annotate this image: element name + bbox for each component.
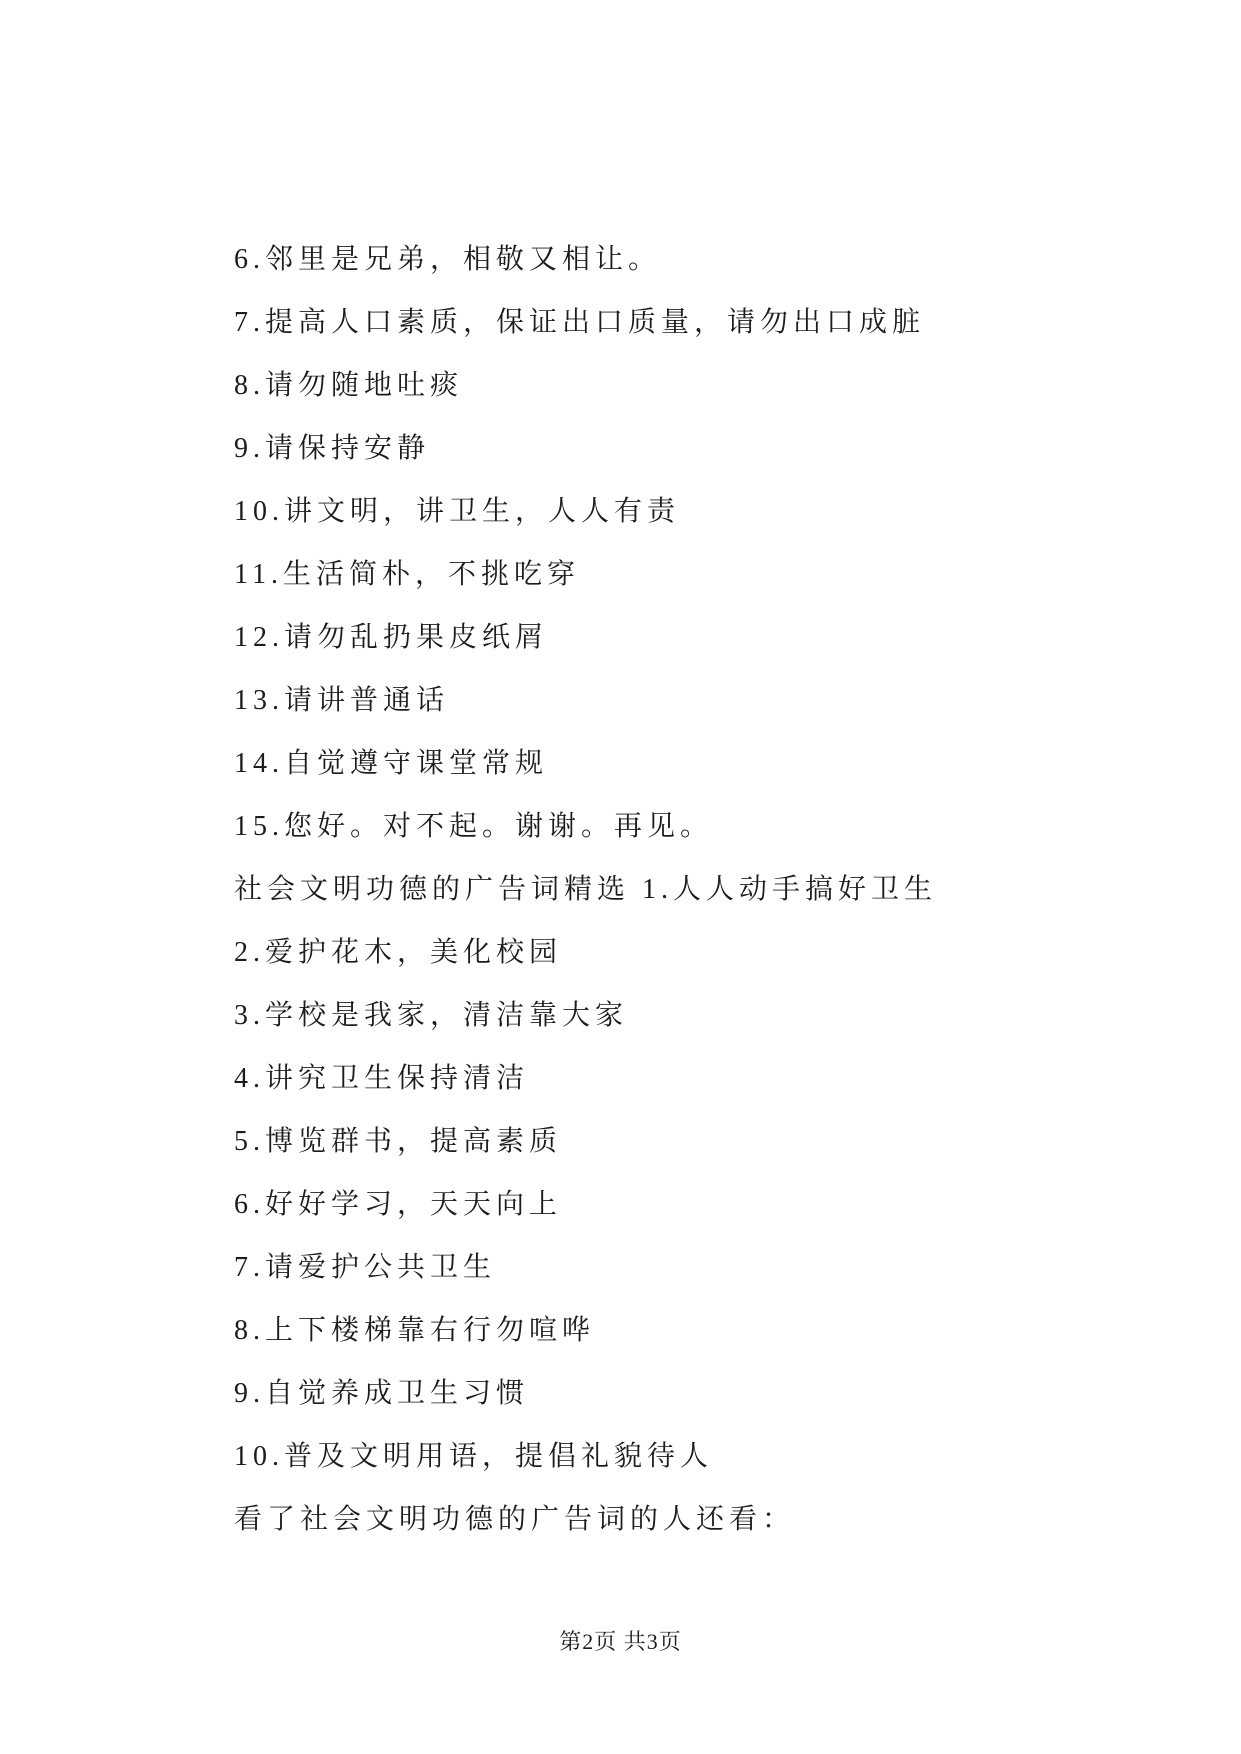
- slogan-line: 2.爱护花木，美化校园: [234, 937, 563, 968]
- document-body: [234, 228, 1134, 1551]
- slogan-line: 6.邻里是兄弟，相敬又相让。: [234, 244, 662, 275]
- slogan-line: 5.博览群书，提高素质: [234, 1126, 563, 1157]
- slogan-line: 3.学校是我家，清洁靠大家: [234, 1000, 629, 1031]
- page-footer: [0, 1627, 1241, 1657]
- slogan-line: 12.请勿乱扔果皮纸屑: [234, 622, 549, 653]
- section-heading-line: 社会文明功德的广告词精选 1.人人动手搞好卫生: [234, 874, 938, 905]
- slogan-line: 14.自觉遵守课堂常规: [234, 748, 549, 779]
- slogan-line: 7.请爱护公共卫生: [234, 1252, 497, 1283]
- page-number-label: 第2页 共3页: [559, 1629, 682, 1654]
- slogan-line: 10.讲文明，讲卫生，人人有责: [234, 496, 681, 527]
- slogan-line: 8.请勿随地吐痰: [234, 370, 464, 401]
- slogan-line: 13.请讲普通话: [234, 685, 450, 716]
- slogan-line: 10.普及文明用语，提倡礼貌待人: [234, 1441, 714, 1472]
- slogan-line: 7.提高人口素质，保证出口质量，请勿出口成脏: [234, 307, 926, 338]
- slogan-line: 15.您好。对不起。谢谢。再见。: [234, 811, 714, 842]
- slogan-line: 9.请保持安静: [234, 433, 431, 464]
- slogan-line: 4.讲究卫生保持清洁: [234, 1063, 530, 1094]
- related-reading-line: 看了社会文明功德的广告词的人还看：: [234, 1504, 796, 1535]
- slogan-line: 8.上下楼梯靠右行勿喧哗: [234, 1315, 596, 1346]
- slogan-line: 11.生活简朴，不挑吃穿: [234, 559, 580, 590]
- slogan-line: 9.自觉养成卫生习惯: [234, 1378, 530, 1409]
- slogan-line: 6.好好学习，天天向上: [234, 1189, 563, 1220]
